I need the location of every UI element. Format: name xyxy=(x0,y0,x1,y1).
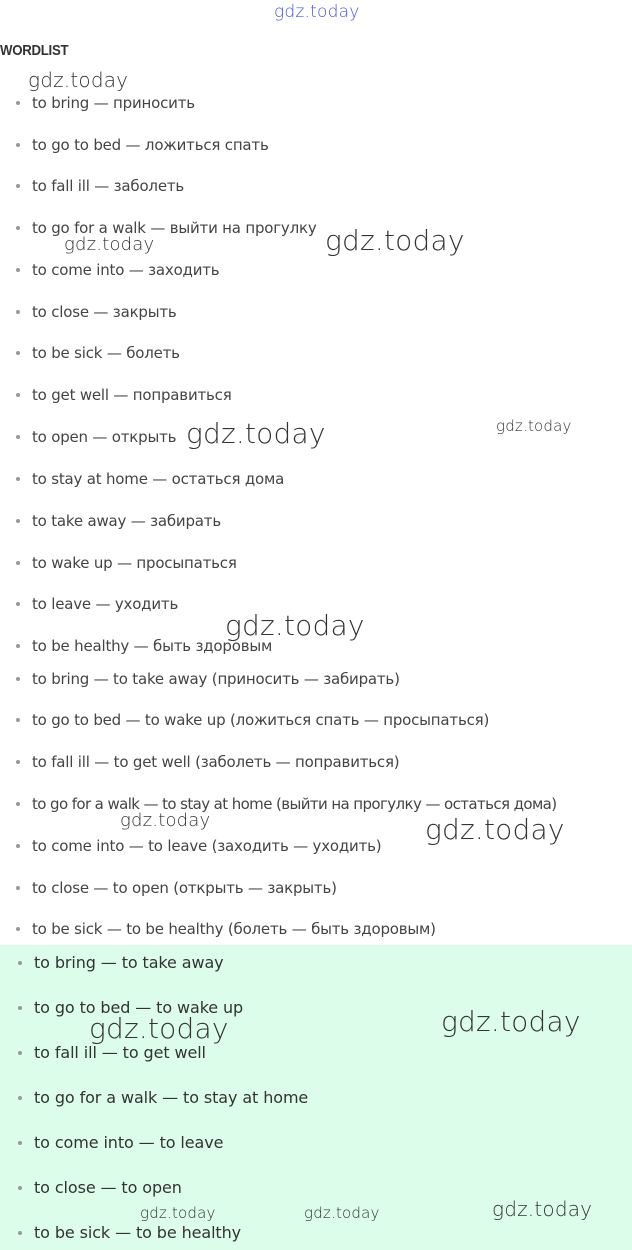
watermark: gdz.today xyxy=(186,417,326,450)
watermark: gdz.today xyxy=(89,1012,229,1045)
list-item: to go for a walk — выйти на прогулку xyxy=(16,219,317,237)
bullet-icon xyxy=(16,519,20,523)
list-item: to get well — поправиться xyxy=(16,386,232,404)
bullet-icon xyxy=(18,1051,22,1055)
bullet-icon xyxy=(16,561,20,565)
list-item: to come into — заходить xyxy=(16,261,219,279)
bullet-icon xyxy=(16,718,20,722)
bullet-icon xyxy=(16,435,20,439)
watermark: gdz.today xyxy=(64,234,155,255)
bullet-icon xyxy=(16,644,20,648)
bullet-icon xyxy=(16,143,20,147)
bullet-icon xyxy=(16,184,20,188)
bullet-icon xyxy=(18,1096,22,1100)
bullet-icon xyxy=(18,1141,22,1145)
bullet-icon xyxy=(16,101,20,105)
answer-item: to fall ill — to get well xyxy=(18,1043,206,1063)
list-item: to go for a walk — to stay at home (выйти на прогулку — остаться дома) xyxy=(16,795,557,813)
bullet-icon xyxy=(16,351,20,355)
answer-item: to bring — to take away xyxy=(18,953,224,973)
list-item: to be sick — болеть xyxy=(16,344,180,362)
bullet-icon xyxy=(16,844,20,848)
list-item: to take away — забирать xyxy=(16,512,221,530)
answer-item: to close — to open xyxy=(18,1178,182,1198)
bullet-icon xyxy=(16,602,20,606)
list-item: to fall ill — to get well (заболеть — поправиться) xyxy=(16,753,399,771)
watermark: gdz.today xyxy=(120,810,211,831)
bullet-icon xyxy=(16,477,20,481)
bullet-icon xyxy=(16,226,20,230)
answer-item: to go to bed — to wake up xyxy=(18,998,243,1018)
bullet-icon xyxy=(16,393,20,397)
bullet-icon xyxy=(18,961,22,965)
watermark: gdz.today xyxy=(140,1204,216,1222)
watermark: gdz.today xyxy=(325,224,465,257)
answer-item: to come into — to leave xyxy=(18,1133,223,1153)
bullet-icon xyxy=(18,1186,22,1190)
list-item: to leave — уходить xyxy=(16,595,178,613)
list-item: to bring — to take away (приносить — забирать) xyxy=(16,670,400,688)
bullet-icon xyxy=(18,1006,22,1010)
bullet-icon xyxy=(16,677,20,681)
list-item: to stay at home — остаться дома xyxy=(16,470,284,488)
bullet-icon xyxy=(18,1231,22,1235)
watermark: gdz.today xyxy=(496,417,572,435)
list-item: to come into — to leave (заходить — уходить) xyxy=(16,837,381,855)
list-item: to wake up — просыпаться xyxy=(16,554,237,572)
watermark: gdz.today xyxy=(225,609,365,642)
answer-item: to go for a walk — to stay at home xyxy=(18,1088,308,1108)
wordlist-heading: WORDLIST xyxy=(0,42,69,59)
bullet-icon xyxy=(16,760,20,764)
bullet-icon xyxy=(16,802,20,806)
bullet-icon xyxy=(16,310,20,314)
list-item: to close — to open (открыть — закрыть) xyxy=(16,879,337,897)
bullet-icon xyxy=(16,886,20,890)
list-item: to be healthy — быть здоровым xyxy=(16,637,272,655)
list-item: to open — открыть xyxy=(16,428,176,446)
list-item: to go to bed — to wake up (ложиться спать — просыпаться) xyxy=(16,711,489,729)
list-item: to go to bed — ложиться спать xyxy=(16,136,269,154)
watermark-top: gdz.today xyxy=(274,2,360,22)
list-item: to close — закрыть xyxy=(16,303,177,321)
answer-item: to be sick — to be healthy xyxy=(18,1223,241,1243)
watermark: gdz.today xyxy=(304,1204,380,1222)
watermark: gdz.today xyxy=(28,68,129,92)
list-item: to bring — приносить xyxy=(16,94,195,112)
watermark: gdz.today xyxy=(425,813,565,846)
list-item: to be sick — to be healthy (болеть — быть здоровым) xyxy=(16,920,436,938)
bullet-icon xyxy=(16,268,20,272)
watermark: gdz.today xyxy=(492,1197,593,1221)
bullet-icon xyxy=(16,927,20,931)
watermark: gdz.today xyxy=(441,1005,581,1038)
list-item: to fall ill — заболеть xyxy=(16,177,184,195)
